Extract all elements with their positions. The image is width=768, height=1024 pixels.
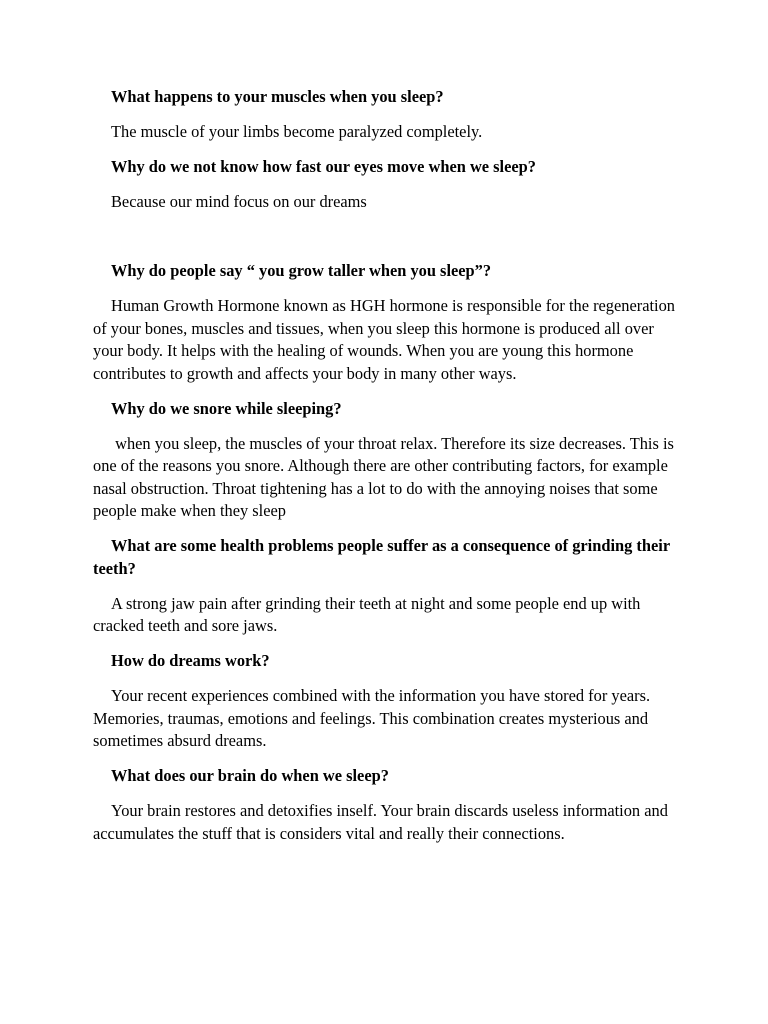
question-heading: What happens to your muscles when you sleep? (111, 87, 444, 106)
question-heading: Why do we snore while sleeping? (111, 398, 342, 418)
document-body (93, 86, 683, 858)
answer-paragraph: A strong jaw pain after grinding their teeth at night and some people end up with cracked teeth and sore jaws. (93, 593, 641, 635)
answer-paragraph: Your brain restores and detoxifies inself. Your brain discards useless information and accumulates the stuff that is considers vital and really their connections. (93, 801, 668, 843)
question-heading: What are some health problems people suffer as a consequence of grinding their teeth? (93, 536, 670, 578)
question-heading: How do dreams work? (111, 651, 270, 670)
answer-paragraph: The muscle of your limbs become paralyzed completely. (111, 122, 483, 141)
answer-paragraph: Your recent experiences combined with the information you have stored for years. Memories, traumas, emotions and feelings. This combination creates mysterious and sometimes absurd dreams. (93, 686, 651, 750)
question-heading: Why do people say “ you grow taller when you sleep”? (111, 261, 492, 280)
answer-paragraph: when you sleep, the muscles of your throat relax. Therefore its size decreases. This is one of the reasons you snore. Although there are other contributing factors, for example nasal obstruction. Throat tightening has a lot to do with the annoying noises that some people make when they sleep (93, 433, 678, 520)
answer-paragraph: Because our mind focus on our dreams (111, 192, 367, 211)
answer-paragraph: Human Growth Hormone known as HGH hormone is responsible for the regeneration of your bones, muscles and tissues, when you sleep this hormone is produced all over your body. It helps with the healing of wounds. When you are young this hormone contributes to growth and affects your body in many other ways. (93, 296, 675, 383)
blank-spacer (93, 226, 683, 260)
question-heading: What does our brain do when we sleep? (111, 766, 389, 785)
question-heading: Why do we not know how fast our eyes move when we sleep? (111, 157, 536, 176)
